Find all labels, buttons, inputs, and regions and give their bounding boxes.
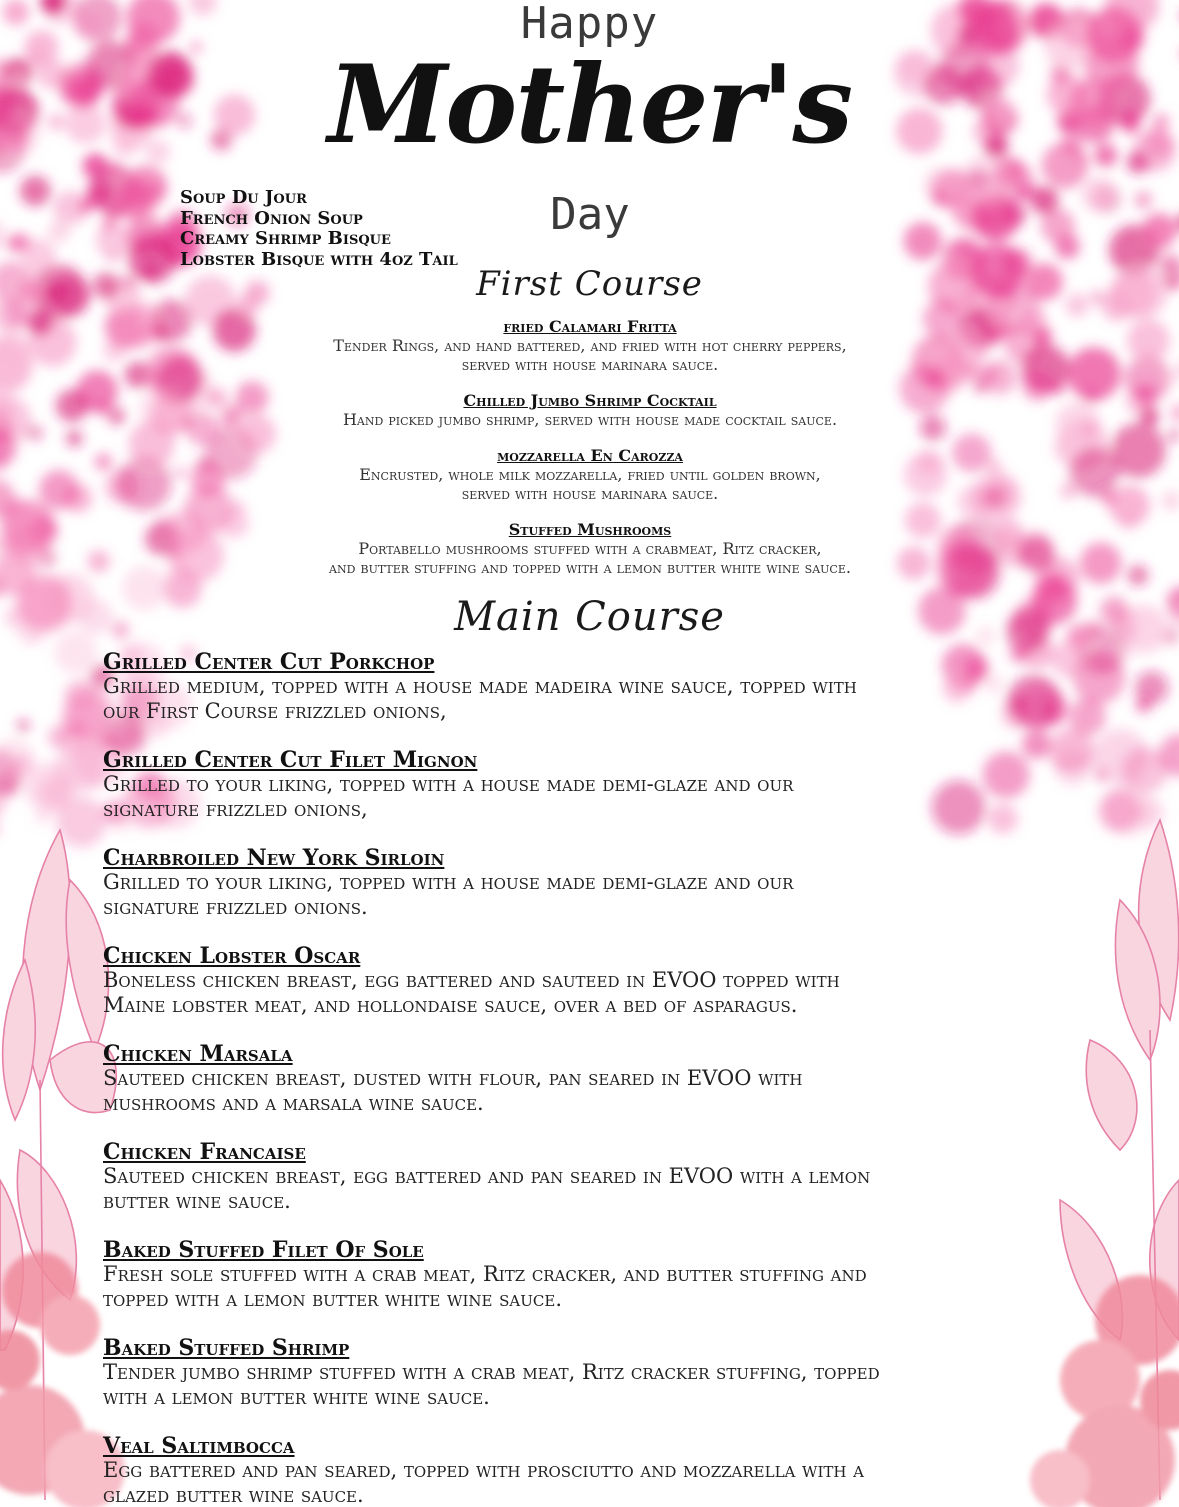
dish-description: Grilled to your liking, topped with a house made demi-glaze and our [103, 772, 794, 796]
blossom-dot [0, 220, 6, 252]
main-course-item [103, 650, 1078, 748]
soup-item: Creamy Shrimp Bisque [180, 228, 391, 249]
blossom-dot [1111, 423, 1166, 478]
dish-description: mushrooms and a marsala wine sauce. [103, 1090, 484, 1115]
blossom-dot [1142, 213, 1177, 248]
blossom-dot [88, 550, 110, 572]
dish-description: served with house marinara sauce. [461, 355, 719, 374]
blossom-dot [923, 168, 956, 201]
dish-description: with a lemon butter white wine sauce. [103, 1384, 490, 1409]
blossom-dot [1099, 790, 1141, 832]
blossom-dot [139, 309, 158, 328]
main-course-item [103, 1140, 1078, 1238]
blossom-dot [56, 389, 89, 422]
blossom-dot [6, 300, 34, 328]
dish-name: Grilled Center Cut Porkchop [103, 649, 435, 675]
dish-name: Veal Saltimbocca [103, 1433, 295, 1459]
blossom-dot [129, 421, 175, 467]
blossom-dot [1127, 319, 1170, 362]
heading-day: Day [550, 189, 630, 240]
heading-happy: Happy [520, 0, 659, 49]
blossom-dot [1170, 404, 1179, 423]
blossom-dot [39, 470, 79, 510]
blossom-dot [1080, 542, 1122, 584]
blossom-dot [904, 222, 942, 260]
blossom-dot [105, 204, 123, 222]
main-course-list [103, 650, 1078, 1507]
dish-description: Grilled medium, topped with a house made madeira wine sauce, topped with [103, 674, 857, 698]
dish-description: Maine lobster meat, and hollondaise sauce, over a bed of asparagus. [103, 992, 798, 1017]
dish-description: signature frizzled onions, [103, 796, 368, 821]
blossom-dot [1109, 485, 1150, 526]
main-course-item [103, 846, 1078, 944]
dish-description: Sauteed chicken breast, egg battered and pan seared in EVOO with a lemon [103, 1164, 871, 1188]
blossom-dot [1134, 191, 1152, 209]
blossom-dot [1162, 491, 1179, 511]
first-course-item [180, 521, 1000, 577]
dish-description: Hand picked jumbo shrimp, served with house made cocktail sauce. [342, 410, 838, 429]
blossom-dot [1052, 382, 1065, 395]
first-course-title: First Course [476, 264, 703, 304]
blossom-dot [12, 233, 30, 251]
main-course-item [103, 1434, 1078, 1507]
dish-description: Egg battered and pan seared, topped with prosciutto and mozzarella with a [103, 1458, 864, 1482]
blossom-dot [1169, 429, 1179, 441]
dish-description: glazed butter wine sauce. [103, 1482, 364, 1507]
blossom-dot [25, 763, 76, 814]
blossom-dot [107, 407, 125, 425]
dish-description: signature frizzled onions. [103, 894, 368, 919]
dish-description: Sauteed chicken breast, dusted with flour, pan seared in EVOO with [103, 1066, 803, 1090]
dish-description: served with house marinara sauce. [461, 484, 719, 503]
dish-description: our First Course frizzled onions, [103, 698, 447, 723]
first-course-item [180, 447, 1000, 503]
blossom-dot [154, 328, 169, 343]
dish-description: and butter stuffing and topped with a lemon butter white wine sauce. [329, 558, 851, 577]
blossom-dot [96, 223, 132, 259]
dish-name: Chicken Francaise [103, 1139, 306, 1165]
dish-description: Grilled to your liking, topped with a house made demi-glaze and our [103, 870, 794, 894]
blossom-dot [27, 425, 43, 441]
dish-description: Boneless chicken breast, egg battered and sauteed in EVOO topped with [103, 968, 840, 992]
first-course-list [180, 318, 1000, 595]
blossom-dot [1031, 186, 1059, 214]
blossom-dot [17, 720, 29, 732]
main-course-item [103, 944, 1078, 1042]
blossom-dot [36, 809, 51, 824]
blossom-dot [999, 536, 1020, 557]
first-course-item [180, 318, 1000, 374]
blossom-dot [79, 198, 94, 213]
soup-item: Lobster Bisque with 4oz Tail [180, 248, 458, 270]
dish-description: Tender Rings, and hand battered, and fried with hot cherry peppers, [333, 336, 847, 355]
blossom-dot [1067, 347, 1120, 400]
main-course-item [103, 1042, 1078, 1140]
dish-name: fried Calamari Fritta [503, 317, 677, 336]
blossom-dot [1018, 536, 1055, 573]
dish-name: Charbroiled New York Sirloin [103, 845, 445, 871]
blossom-dot [1127, 565, 1148, 586]
blossom-dot [1135, 671, 1169, 705]
dish-name: Chicken Lobster Oscar [103, 943, 361, 969]
main-course-title: Main Course [454, 594, 725, 640]
blossom-dot [103, 339, 126, 362]
dish-name: Grilled Center Cut Filet Mignon [103, 747, 478, 773]
blossom-dot [983, 193, 1001, 211]
dish-description: butter wine sauce. [103, 1188, 291, 1213]
blossom-dot [1, 500, 55, 554]
blossom-dot [1052, 438, 1072, 458]
main-course-item [103, 1238, 1078, 1336]
dish-name: mozzarella En Carozza [497, 446, 683, 465]
heading-mothers: Mother's [327, 42, 852, 168]
dish-description: Tender jumbo shrimp stuffed with a crab meat, Ritz cracker stuffing, topped [103, 1360, 880, 1384]
blossom-dot [1165, 369, 1179, 383]
blossom-dot [1125, 356, 1171, 402]
blossom-dot [1022, 371, 1052, 401]
soup-list [180, 188, 458, 270]
dish-description: Encrusted, whole milk mozzarella, fried until golden brown, [359, 465, 821, 484]
dish-name: Chicken Marsala [103, 1041, 293, 1067]
dish-description: topped with a lemon butter white wine sauce. [103, 1286, 562, 1311]
dish-name: Baked Stuffed Filet Of Sole [103, 1237, 424, 1263]
main-course-item [103, 1336, 1078, 1434]
dish-name: Chilled Jumbo Shrimp Cocktail [463, 391, 717, 410]
dish-name: Baked Stuffed Shrimp [103, 1335, 350, 1361]
blossom-dot [95, 453, 112, 470]
blossom-dot [20, 176, 51, 207]
blossom-dot [1081, 177, 1116, 212]
first-course-item [180, 392, 1000, 429]
blossom-dot [1140, 407, 1159, 426]
dish-description: Fresh sole stuffed with a crab meat, Ritz cracker, and butter stuffing and [103, 1262, 867, 1286]
soup-item: French Onion Soup [180, 207, 363, 229]
blossom-dot [1033, 327, 1052, 346]
soup-item: Soup Du Jour [180, 187, 307, 208]
blossom-dot [66, 430, 83, 447]
blossom-dot [48, 221, 70, 243]
main-course-item [103, 748, 1078, 846]
blossom-dot [1094, 768, 1108, 782]
dish-description: Portabello mushrooms stuffed with a crabmeat, Ritz cracker, [358, 539, 822, 558]
dish-name: Stuffed Mushrooms [508, 520, 672, 539]
